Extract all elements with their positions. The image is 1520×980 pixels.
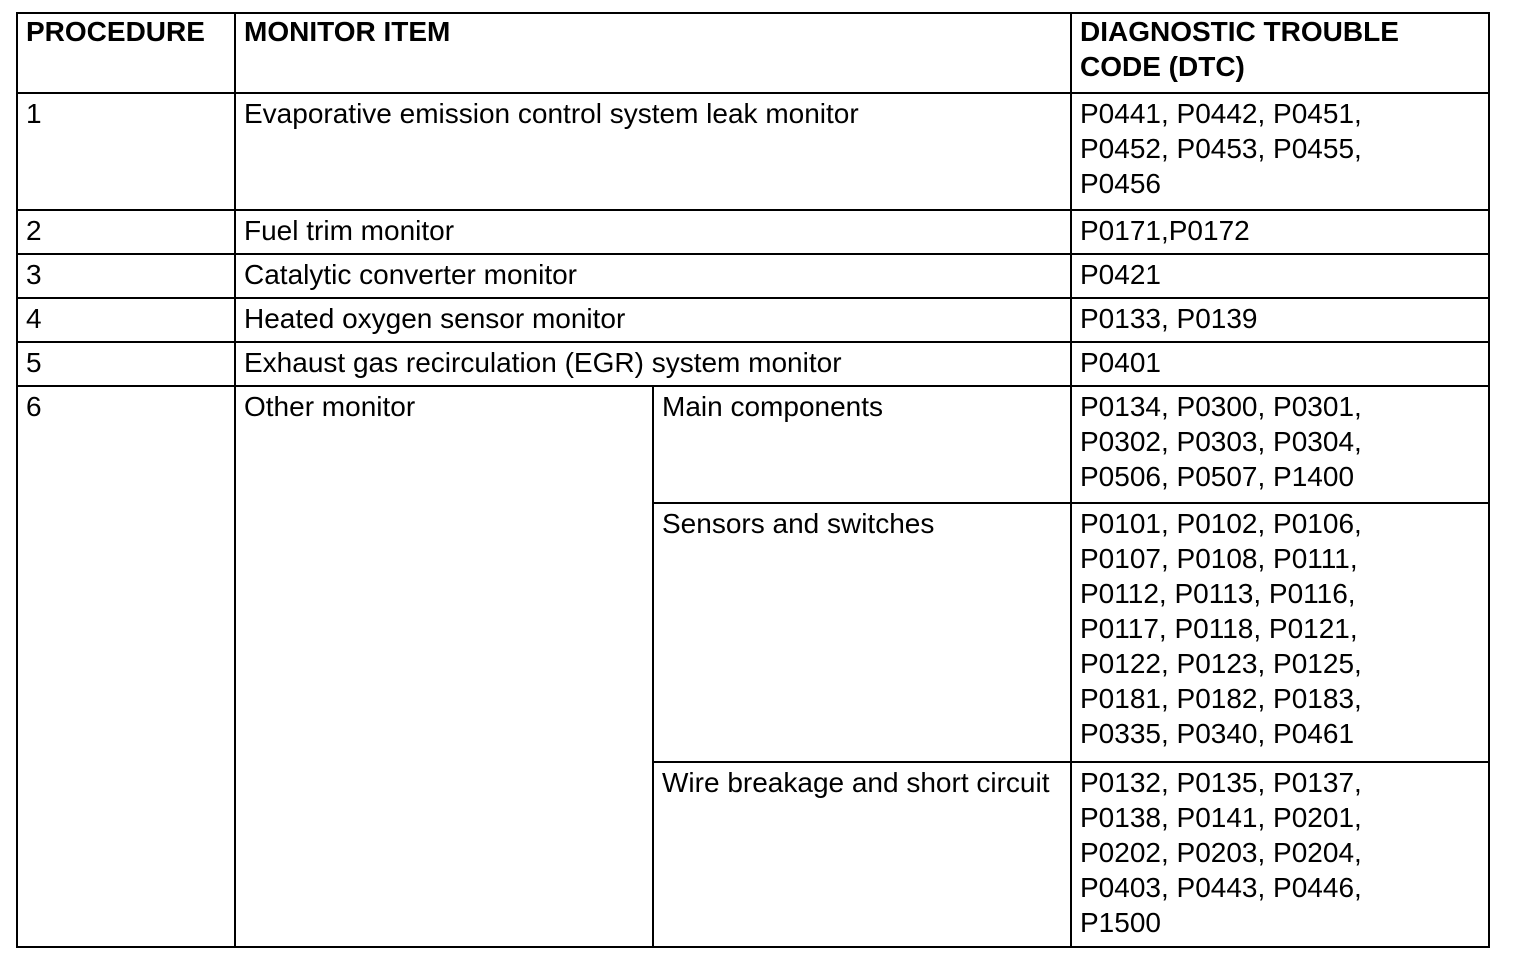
monitor-subitem: Main components bbox=[653, 386, 1071, 503]
dtc-monitor-table bbox=[16, 12, 1490, 948]
monitor-item: Heated oxygen sensor monitor bbox=[235, 298, 1071, 342]
monitor-item: Evaporative emission control system leak monitor bbox=[235, 93, 1071, 210]
dtc-codes: P0101, P0102, P0106, P0107, P0108, P0111, P0112, P0113, P0116, P0117, P0118, P0121, P0122, P0123, P0125, P0181, P0182, P0183, P0335, P0340, P0461 bbox=[1071, 503, 1489, 762]
dtc-codes: P0441, P0442, P0451, P0452, P0453, P0455, P0456 bbox=[1071, 93, 1489, 210]
dtc-codes: P0132, P0135, P0137, P0138, P0141, P0201, P0202, P0203, P0204, P0403, P0443, P0446, P1500 bbox=[1071, 762, 1489, 947]
table-row bbox=[17, 210, 1489, 254]
dtc-codes: P0421 bbox=[1071, 254, 1489, 298]
monitor-item: Fuel trim monitor bbox=[235, 210, 1071, 254]
table-row bbox=[17, 342, 1489, 386]
header-dtc: DIAGNOSTIC TROUBLE CODE (DTC) bbox=[1071, 13, 1489, 93]
procedure-number: 2 bbox=[17, 210, 235, 254]
monitor-subitem: Sensors and switches bbox=[653, 503, 1071, 762]
procedure-number: 5 bbox=[17, 342, 235, 386]
table-row bbox=[17, 254, 1489, 298]
monitor-item: Catalytic converter monitor bbox=[235, 254, 1071, 298]
table-row bbox=[17, 298, 1489, 342]
monitor-subitem: Wire breakage and short circuit bbox=[653, 762, 1071, 947]
procedure-number: 1 bbox=[17, 93, 235, 210]
table-row bbox=[17, 386, 1489, 503]
monitor-item: Exhaust gas recirculation (EGR) system monitor bbox=[235, 342, 1071, 386]
dtc-codes: P0171,P0172 bbox=[1071, 210, 1489, 254]
dtc-codes: P0401 bbox=[1071, 342, 1489, 386]
procedure-number: 3 bbox=[17, 254, 235, 298]
monitor-item: Other monitor bbox=[235, 386, 653, 947]
table-header-row bbox=[17, 13, 1489, 93]
dtc-codes: P0133, P0139 bbox=[1071, 298, 1489, 342]
procedure-number: 4 bbox=[17, 298, 235, 342]
header-procedure: PROCEDURE bbox=[17, 13, 235, 93]
header-monitor-item: MONITOR ITEM bbox=[235, 13, 1071, 93]
dtc-codes: P0134, P0300, P0301, P0302, P0303, P0304, P0506, P0507, P1400 bbox=[1071, 386, 1489, 503]
table-row bbox=[17, 93, 1489, 210]
procedure-number: 6 bbox=[17, 386, 235, 947]
